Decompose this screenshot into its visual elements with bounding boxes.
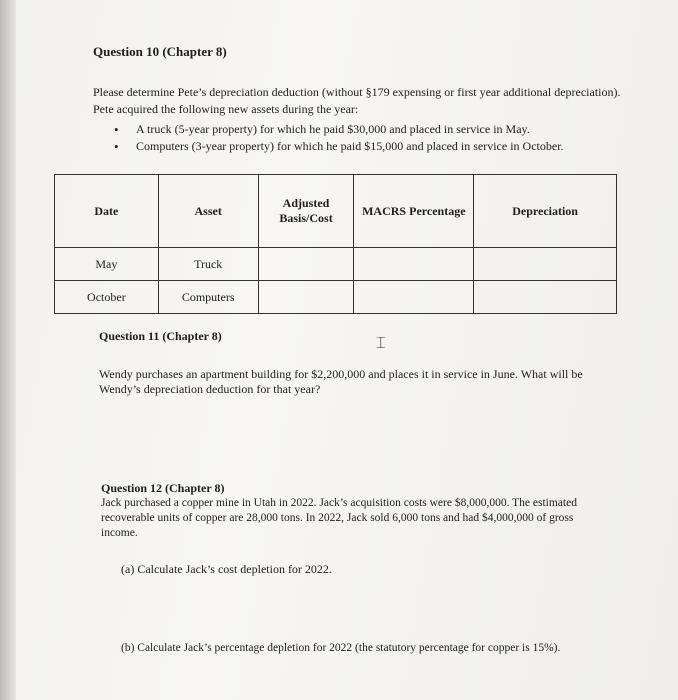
cell-depreciation[interactable] <box>474 248 617 281</box>
bullet-text: A truck (5-year property) for which he paid $30,000 and placed in service in May. <box>136 122 530 136</box>
question-10-title: Question 10 (Chapter 8) <box>93 44 227 59</box>
header-asset: Asset <box>158 175 258 248</box>
question-12-title: Question 12 (Chapter 8) <box>101 481 225 495</box>
cell-adjusted-basis[interactable] <box>258 281 354 314</box>
cell-macrs-percentage[interactable] <box>354 281 474 314</box>
table-row <box>55 248 617 281</box>
list-item <box>114 121 634 138</box>
bullet-icon: • <box>114 139 119 154</box>
bullet-text: Computers (3-year property) for which he paid $15,000 and placed in service in October. <box>136 139 564 153</box>
page-shadow <box>0 0 16 700</box>
header-adjusted-basis: Adjusted Basis/Cost <box>258 175 354 248</box>
question-12-text: Jack purchased a copper mine in Utah in 2022. Jack’s acquisition costs were $8,000,000. The estimated recoverable units of copper are 28,000 tons. In 2022, Jack sold 6,000 tons and had $4,000,000 of gross income. <box>101 497 577 539</box>
list-item <box>114 138 634 155</box>
depreciation-table <box>54 174 617 314</box>
text-cursor-icon: ⌶ <box>376 335 386 352</box>
cell-macrs-percentage[interactable] <box>354 248 474 281</box>
question-12-part-b: (b) Calculate Jack’s percentage depletion for 2022 (the statutory percentage for copper is 15%). <box>121 642 561 654</box>
cell-depreciation[interactable] <box>474 281 617 314</box>
cell-date: May <box>55 248 159 281</box>
question-11-text: Wendy purchases an apartment building for $2,200,000 and places it in service in June. What will be Wendy’s depreciation deduction for that year? <box>99 367 583 396</box>
question-11-title: Question 11 (Chapter 8) <box>99 329 222 343</box>
asset-list <box>114 121 634 155</box>
header-depreciation: Depreciation <box>474 175 617 248</box>
header-macrs-percentage: MACRS Percentage <box>354 175 474 248</box>
question-12-part-a: (a) Calculate Jack’s cost depletion for 2022. <box>121 562 332 576</box>
table-header-row <box>55 175 617 248</box>
bullet-icon: • <box>114 122 119 137</box>
table-row <box>55 281 617 314</box>
cell-asset: Computers <box>158 281 258 314</box>
header-date: Date <box>55 175 159 248</box>
cell-date: October <box>55 281 159 314</box>
question-10-intro: Please determine Pete’s depreciation deduction (without §179 expensing or first year additional depreciation). Pete acquired the following new assets during the year: <box>93 85 621 116</box>
cell-asset: Truck <box>158 248 258 281</box>
cell-adjusted-basis[interactable] <box>258 248 354 281</box>
